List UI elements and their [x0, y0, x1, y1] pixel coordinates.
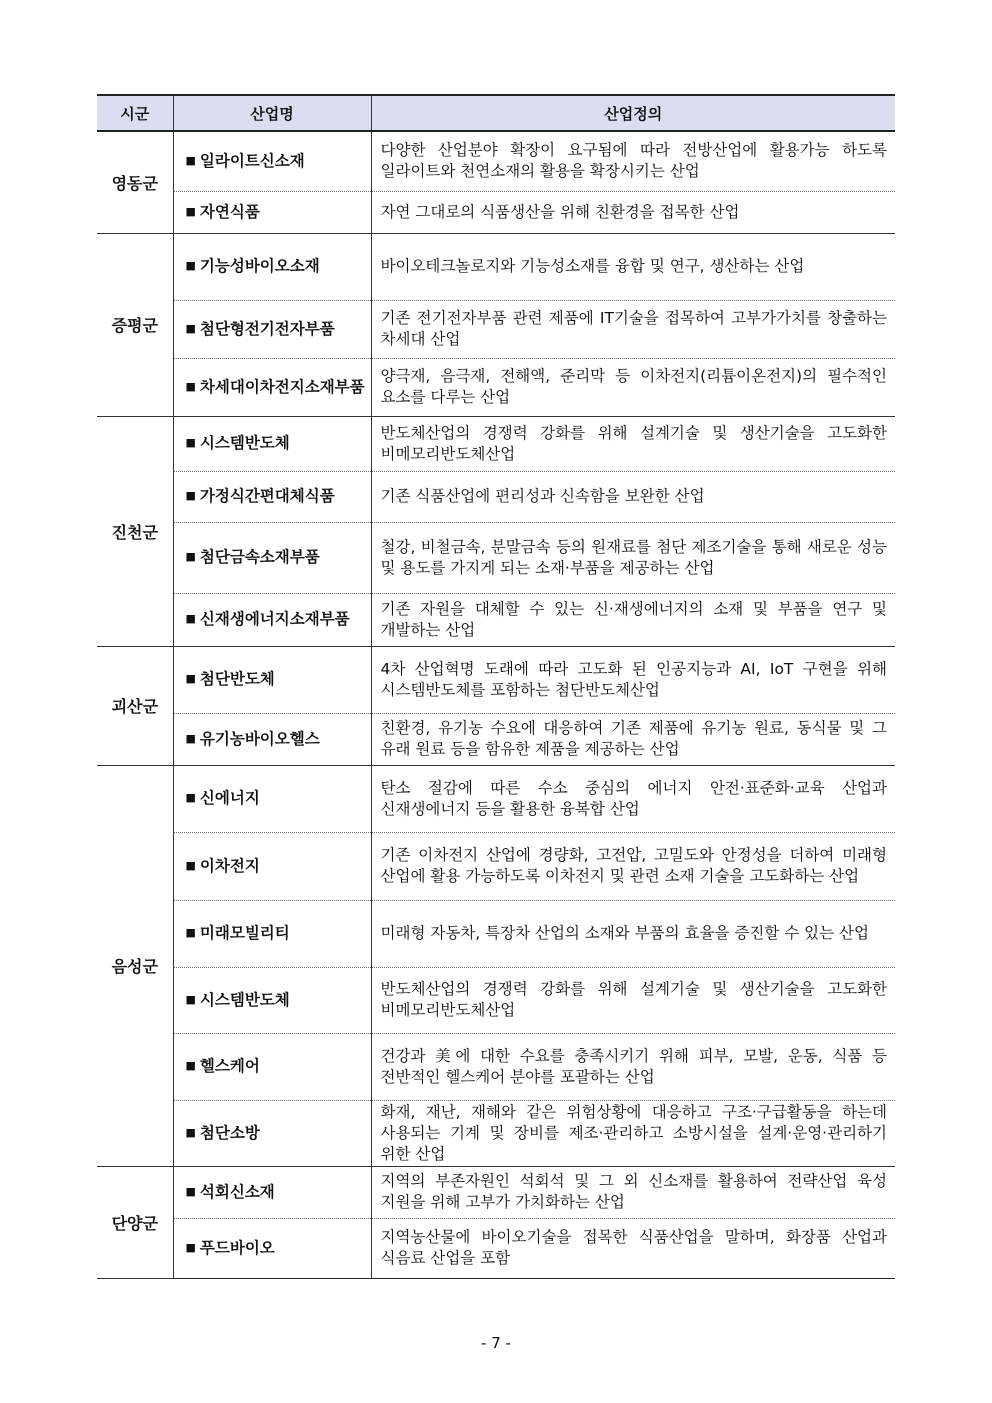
industry-name-cell — [173, 191, 371, 233]
table-row — [97, 1100, 895, 1166]
industry-name: 헬스케어 — [199, 1057, 260, 1075]
header-industry-definition: 산업정의 — [371, 95, 895, 131]
industry-name-cell — [173, 358, 371, 416]
industry-name-cell — [173, 646, 371, 713]
industry-name-cell — [173, 832, 371, 900]
industry-name: 석회신소재 — [199, 1182, 275, 1201]
industry-definition-cell: 다양한 산업분야 확장이 요구됨에 따라 전방산업에 활용가능 하도록 일라이트와 천연소재의 활용을 확장시키는 산업 — [371, 131, 895, 191]
table-row — [97, 713, 895, 765]
table-row — [97, 416, 895, 471]
square-bullet-icon: ■ — [185, 1125, 196, 1139]
industry-definition-cell: 미래형 자동차, 특장차 산업의 소재와 부품의 효율을 증진할 수 있는 산업 — [371, 900, 895, 967]
industry-definition-cell: 기존 자원을 대체할 수 있는 신·재생에너지의 소재 및 부품을 연구 및 개발하는 산업 — [371, 593, 895, 646]
industry-name-cell — [173, 967, 371, 1033]
industry-definition-cell: 4차 산업혁명 도래에 따라 고도화 된 인공지능과 AI, IoT 구현을 위해 시스템반도체를 포함하는 첨단반도체산업 — [371, 646, 895, 713]
industry-name: 자연식품 — [199, 202, 260, 221]
table-row — [97, 900, 895, 967]
industry-name: 시스템반도체 — [199, 434, 290, 452]
square-bullet-icon: ■ — [185, 1240, 196, 1254]
industry-name-cell — [173, 765, 371, 832]
table-body — [97, 131, 895, 1278]
industry-name: 가정식간편대체식품 — [199, 487, 335, 505]
table-row — [97, 358, 895, 416]
table-row — [97, 300, 895, 358]
industry-definition-cell: 건강과 美에 대한 수요를 충족시키기 위해 피부, 모발, 운동, 식품 등 전반적인 헬스케어 분야를 포괄하는 산업 — [371, 1033, 895, 1100]
industry-definition-cell: 기존 식품산업에 편리성과 신속함을 보완한 산업 — [371, 471, 895, 522]
industry-definition-cell: 친환경, 유기농 수요에 대응하여 기존 제품에 유기농 원료, 동식물 및 그 유래 원료 등을 함유한 제품을 제공하는 산업 — [371, 713, 895, 765]
industry-name: 미래모빌리티 — [199, 924, 290, 942]
county-cell: 증평군 — [97, 233, 173, 416]
table-row — [97, 593, 895, 646]
table-row — [97, 1033, 895, 1100]
table-row — [97, 522, 895, 593]
square-bullet-icon: ■ — [185, 379, 196, 393]
square-bullet-icon: ■ — [185, 259, 196, 272]
square-bullet-icon: ■ — [185, 791, 196, 804]
page-number: - 7 - — [481, 1334, 511, 1352]
county-cell: 음성군 — [97, 765, 173, 1166]
square-bullet-icon: ■ — [185, 153, 196, 167]
header-county: 시군 — [97, 95, 173, 131]
industry-name-cell — [173, 522, 371, 593]
table-row — [97, 233, 895, 300]
table-row — [97, 765, 895, 832]
industry-definition-cell: 바이오테크놀로지와 기능성소재를 융합 및 연구, 생산하는 산업 — [371, 233, 895, 300]
square-bullet-icon: ■ — [185, 858, 196, 872]
industry-name-cell — [173, 900, 371, 967]
table-row — [97, 1218, 895, 1278]
industry-name: 시스템반도체 — [199, 990, 290, 1009]
square-bullet-icon: ■ — [185, 489, 196, 502]
industry-name: 신재생에너지소재부품 — [199, 610, 350, 628]
industry-name-cell — [173, 471, 371, 522]
industry-name-cell — [173, 131, 371, 191]
industry-name-cell — [173, 1218, 371, 1278]
industry-name-cell — [173, 1166, 371, 1218]
square-bullet-icon: ■ — [185, 926, 196, 939]
industry-definition-cell: 양극재, 음극재, 전해액, 준리막 등 이차전지(리튬이온전지)의 필수적인 요소를 다루는 산업 — [371, 358, 895, 416]
county-cell: 단양군 — [97, 1166, 173, 1278]
square-bullet-icon: ■ — [185, 612, 196, 625]
square-bullet-icon: ■ — [185, 672, 196, 685]
county-cell: 진천군 — [97, 416, 173, 646]
industry-definition-cell: 탄소 절감에 따른 수소 중심의 에너지 안전·표준화·교육 산업과 신재생에너지 등을 활용한 융복합 산업 — [371, 765, 895, 832]
industry-name-cell — [173, 713, 371, 765]
square-bullet-icon: ■ — [185, 731, 196, 745]
industry-name: 기능성바이오소재 — [199, 257, 320, 275]
table-row — [97, 191, 895, 233]
industry-definition-cell: 반도체산업의 경쟁력 강화를 위해 설계기술 및 생산기술을 고도화한 비메모리반도체산업 — [371, 416, 895, 471]
industry-name-cell — [173, 233, 371, 300]
industry-name-cell — [173, 593, 371, 646]
square-bullet-icon: ■ — [185, 992, 196, 1006]
table-row — [97, 646, 895, 713]
industry-definition-cell: 지역농산물에 바이오기술을 접목한 식품산업을 말하며, 화장품 산업과 식음료 산업을 포함 — [371, 1218, 895, 1278]
county-cell: 영동군 — [97, 131, 173, 233]
industry-definition-cell: 철강, 비철금속, 분말금속 등의 원재료를 첨단 제조기술을 통해 새로운 성능 및 용도를 가지게 되는 소재·부품을 제공하는 산업 — [371, 522, 895, 593]
industry-definition-cell: 지역의 부존자원인 석회석 및 그 외 신소재를 활용하여 전략산업 육성 지원을 위해 고부가 가치화하는 산업 — [371, 1166, 895, 1218]
industry-name: 유기농바이오헬스 — [199, 729, 320, 748]
table-row — [97, 131, 895, 191]
industry-definition-cell: 자연 그대로의 식품생산을 위해 친환경을 접목한 산업 — [371, 191, 895, 233]
industry-name: 첨단소방 — [199, 1123, 260, 1142]
industry-name: 첨단금속소재부품 — [199, 548, 320, 566]
table-row — [97, 471, 895, 522]
table-row — [97, 967, 895, 1033]
square-bullet-icon: ■ — [185, 321, 196, 335]
industry-name: 푸드바이오 — [199, 1238, 275, 1257]
industry-name-cell — [173, 300, 371, 358]
square-bullet-icon: ■ — [185, 204, 196, 218]
industry-name-cell — [173, 1033, 371, 1100]
industry-definition-cell: 화재, 재난, 재해와 같은 위험상황에 대응하고 구조·구급활동을 하는데 사용되는 기계 및 장비를 제조·관리하고 소방시설을 설계·운영·관리하기 위한 산업 — [371, 1100, 895, 1166]
industry-name: 이차전지 — [199, 856, 260, 875]
industry-name: 일라이트신소재 — [199, 151, 305, 170]
industry-definition-cell: 기존 이차전지 산업에 경량화, 고전압, 고밀도와 안정성을 더하여 미래형 산업에 활용 가능하도록 이차전지 및 관련 소재 기술을 고도화하는 산업 — [371, 832, 895, 900]
table-row — [97, 832, 895, 900]
table-header-row — [97, 95, 895, 131]
header-industry-name: 산업명 — [173, 95, 371, 131]
industry-name: 첨단형전기전자부품 — [199, 319, 335, 338]
square-bullet-icon: ■ — [185, 436, 196, 449]
industry-name: 첨단반도체 — [199, 670, 275, 688]
square-bullet-icon: ■ — [185, 1184, 196, 1198]
table-row — [97, 1166, 895, 1218]
industry-definition-cell: 기존 전기전자부품 관련 제품에 IT기술을 접목하여 고부가가치를 창출하는 차세대 산업 — [371, 300, 895, 358]
square-bullet-icon: ■ — [185, 1059, 196, 1072]
industry-name-cell — [173, 416, 371, 471]
industry-name: 신에너지 — [199, 789, 260, 807]
county-cell: 괴산군 — [97, 646, 173, 765]
industry-definition-cell: 반도체산업의 경쟁력 강화를 위해 설계기술 및 생산기술을 고도화한 비메모리반도체산업 — [371, 967, 895, 1033]
industry-name-cell — [173, 1100, 371, 1166]
industry-name: 차세대이차전지소재부품 — [199, 377, 365, 396]
square-bullet-icon: ■ — [185, 550, 196, 563]
industry-definition-table — [97, 94, 895, 1279]
